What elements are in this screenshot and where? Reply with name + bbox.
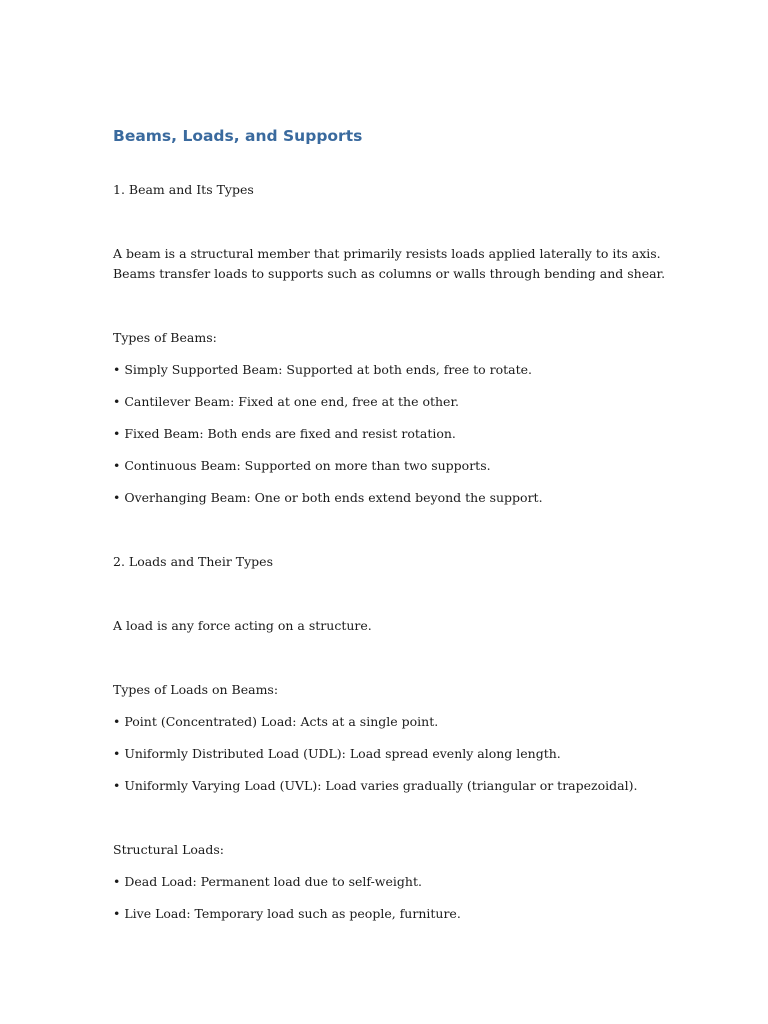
list-item-load-type: • Uniformly Varying Load (UVL): Load varies gradually (triangular or trapezoidal).	[113, 778, 638, 793]
structural-loads-heading: Structural Loads:	[113, 842, 224, 857]
types-of-loads-heading: Types of Loads on Beams:	[113, 682, 279, 697]
list-item-beam-type: • Simply Supported Beam: Supported at both ends, free to rotate.	[113, 362, 532, 377]
section-heading-loads: 2. Loads and Their Types	[113, 554, 273, 569]
list-item-beam-type: • Continuous Beam: Supported on more than two supports.	[113, 458, 491, 473]
section-heading-beams: 1. Beam and Its Types	[113, 182, 254, 197]
list-item-load-type: • Point (Concentrated) Load: Acts at a single point.	[113, 714, 439, 729]
load-definition: A load is any force acting on a structure.	[113, 618, 372, 633]
beam-definition-line-2: Beams transfer loads to supports such as columns or walls through bending and shear.	[113, 266, 666, 281]
beam-definition-line-1: A beam is a structural member that primarily resists loads applied laterally to its axis.	[113, 246, 661, 261]
list-item-beam-type: • Overhanging Beam: One or both ends extend beyond the support.	[113, 490, 543, 505]
document-title: Beams, Loads, and Supports	[113, 127, 363, 145]
types-of-beams-heading: Types of Beams:	[113, 330, 217, 345]
list-item-beam-type: • Fixed Beam: Both ends are fixed and resist rotation.	[113, 426, 456, 441]
list-item-structural-load: • Live Load: Temporary load such as people, furniture.	[113, 906, 461, 921]
list-item-structural-load: • Dead Load: Permanent load due to self-weight.	[113, 874, 422, 889]
list-item-beam-type: • Cantilever Beam: Fixed at one end, free at the other.	[113, 394, 460, 409]
list-item-load-type: • Uniformly Distributed Load (UDL): Load spread evenly along length.	[113, 746, 561, 761]
